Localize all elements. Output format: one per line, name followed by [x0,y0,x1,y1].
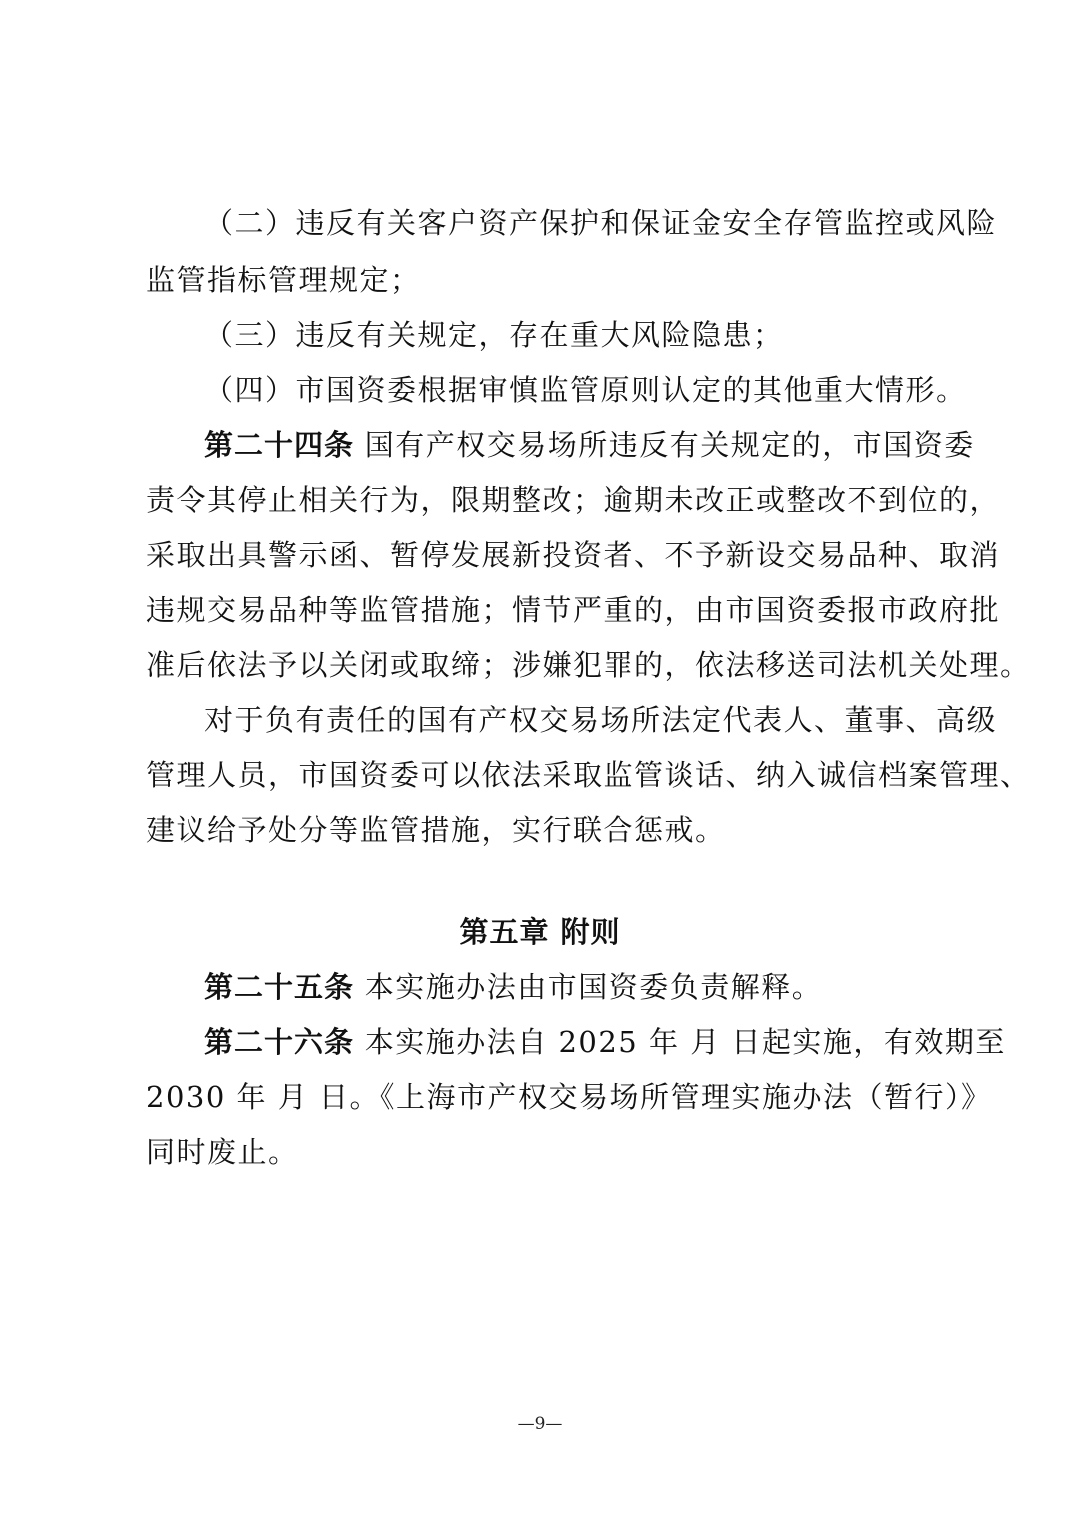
responsibility-line-1: 对于负有责任的国有产权交易场所法定代表人、董事、高级 [204,703,998,737]
item-2-line-1: （二）违反有关客户资产保护和保证金安全存管监控或风险 [204,206,998,240]
article-24-text-1: 国有产权交易场所违反有关规定的，市国资委 [364,428,975,462]
article-26-line-3: 同时废止。 [146,1135,299,1169]
chapter-5-title: 第五章 附则 [459,915,621,949]
article-25-heading: 第二十五条 [204,970,355,1004]
article-26-line-1 [204,1022,1006,1062]
article-26-text-1: 本实施办法自 2025 年 月 日起实施，有效期至 [364,1025,1006,1059]
article-25-line [204,967,946,1007]
article-24-line-2: 责令其停止相关行为，限期整改；逾期未改正或整改不到位的， [146,483,1001,517]
article-25-text: 本实施办法由市国资委负责解释。 [364,970,823,1004]
item-2-line-2: 监管指标管理规定； [146,263,421,297]
article-24-line-5: 准后依法予以关闭或取缔；涉嫌犯罪的，依法移送司法机关处理。 [146,648,1031,682]
article-26-line-2: 2030 年 月 日。《上海市产权交易场所管理实施办法（暂行）》 [146,1080,992,1114]
item-4: （四）市国资委根据审慎监管原则认定的其他重大情形。 [204,373,967,407]
responsibility-line-2: 管理人员，市国资委可以依法采取监管谈话、纳入诚信档案管理、 [146,758,1031,792]
page-number: —9— [517,1414,563,1434]
article-24-line-1 [204,425,975,465]
responsibility-line-3: 建议给予处分等监管措施，实行联合惩戒。 [146,813,726,847]
item-3: （三）违反有关规定，存在重大风险隐患； [204,318,784,352]
article-24-heading: 第二十四条 [204,428,355,462]
article-26-heading: 第二十六条 [204,1025,355,1059]
article-24-line-3: 采取出具警示函、暂停发展新投资者、不予新设交易品种、取消 [146,538,1001,572]
article-24-line-4: 违规交易品种等监管措施；情节严重的，由市国资委报市政府批 [146,593,1001,627]
